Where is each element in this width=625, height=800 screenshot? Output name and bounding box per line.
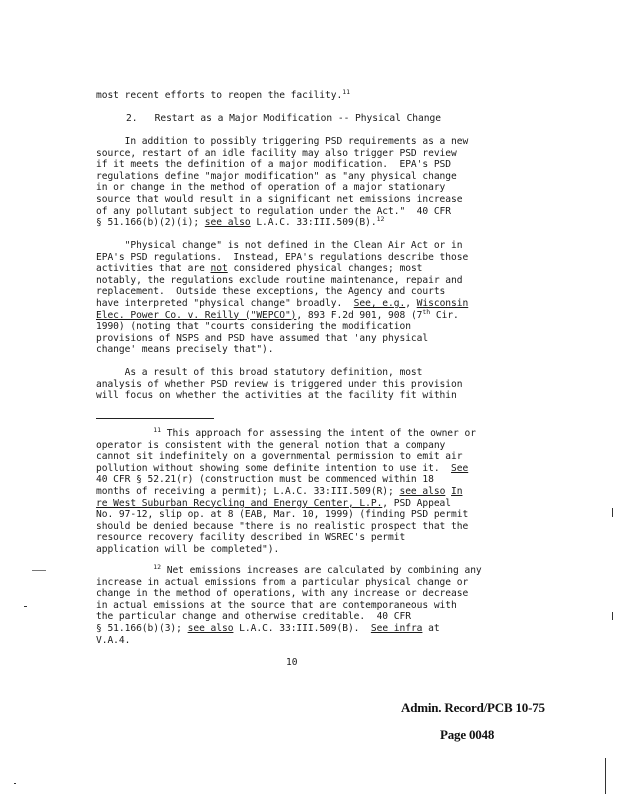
record-stamp-line2: Page 0048 — [440, 727, 495, 742]
scan-mark — [32, 570, 46, 571]
scan-mark — [24, 606, 27, 607]
page-number: 10 — [286, 657, 298, 668]
footnote-number: 12 — [153, 562, 161, 571]
footnote-separator — [96, 418, 214, 419]
citation-signal: see also — [204, 217, 251, 229]
emphasis-not: not — [210, 263, 228, 275]
scan-mark — [605, 758, 606, 794]
case-name: In — [451, 485, 463, 497]
citation-signal: see also — [187, 622, 234, 634]
scan-mark — [14, 783, 16, 784]
paragraph-continuation: most recent efforts to reopen the facility.$^{11}$ — [96, 87, 350, 101]
citation-signal: See, e.g. — [353, 297, 406, 309]
footnote-12: $^{12}$ Net emissions increases are calculated by combining any increase in actual emissions from a particular physical change or change in the method of operations, with any increase or decrease in actual emissions at the source that are contemporaneous with the particular change and otherwise creditable. 40 CFR § 51.166(b)(3); see also L.A.C. 33:III.509(B). See infra at V.A.4. — [96, 562, 482, 646]
citation-signal: See — [451, 462, 469, 474]
footnote-11: $^{11}$ This approach for assessing the intent of the owner or operator is consistent with the general notion that a company cannot sit indefinitely on a governmental permission to emit air pollution without showing some definite intention to use it. See 40 CFR § 52.21(r) (construction must be commenced within 18 months of receiving a permit); L.A.C. 33:III.509(R); see also In re West Suburban Recycling and Energy Center, L.P., PSD Appeal No. 97-12, slip op. at 8 (EAB, Mar. 10, 1999) (finding PSD permit should be denied because "there is no realistic prospect that the resource recovery facility described in WSREC's permit application will be completed"). — [96, 425, 476, 555]
case-name: Elec. Power Co. v. Reilly ("WEPCO") — [96, 309, 297, 321]
case-name: Wisconsin — [416, 297, 469, 309]
paragraph-statutory-definition: As a result of this broad statutory definition, most analysis of whether PSD review is triggered under this provision will focus on whether the activities at the facility fit within — [96, 367, 463, 402]
scan-mark — [612, 508, 613, 517]
case-name: re West Suburban Recycling and Energy Center, L.P. — [96, 497, 383, 509]
scan-mark — [612, 612, 613, 620]
footnote-ref-11: 11 — [342, 87, 350, 96]
paragraph-physical-change: "Physical change" is not defined in the Clean Air Act or in EPA's PSD regulations. Instead, EPA's regulations describe those activities that are not considered physical changes; most notably, the regulations exclude routine maintenance, repair and replacement. Outside these exceptions, the Agency and courts have interpreted "physical change" broadly. See, e.g., Wisconsin Elec. Power Co. v. Reilly ("WEPCO"), 893 F.2d 901, 908 (7th Cir. 1990) (noting that "courts considering the modification provisions of NSPS and PSD have assumed that 'any physical change' means precisely that"). — [96, 240, 469, 356]
footnote-ref-12: 12 — [376, 214, 385, 223]
section-heading: 2. Restart as a Major Modification -- Physical Change — [126, 113, 441, 124]
cross-reference: See infra — [370, 622, 423, 634]
citation-signal: see also — [399, 485, 446, 497]
footnote-number: 11 — [153, 425, 161, 434]
paragraph-major-modification: In addition to possibly triggering PSD requirements as a new source, restart of an idle facility may also trigger PSD review if it meets the definition of a major modification. EPA's PSD regulations define "major modification" as "any physical change in or change in the method of operation of a major stationary source that would result in a significant net emissions increase of any pollutant subject to regulation under the Act." 40 CFR § 51.166(b)(2)(i); see also L.A.C. 33:III.509(B).$^{12}$ — [96, 136, 469, 229]
record-stamp-line1: Admin. Record/PCB 10-75 — [401, 700, 545, 715]
